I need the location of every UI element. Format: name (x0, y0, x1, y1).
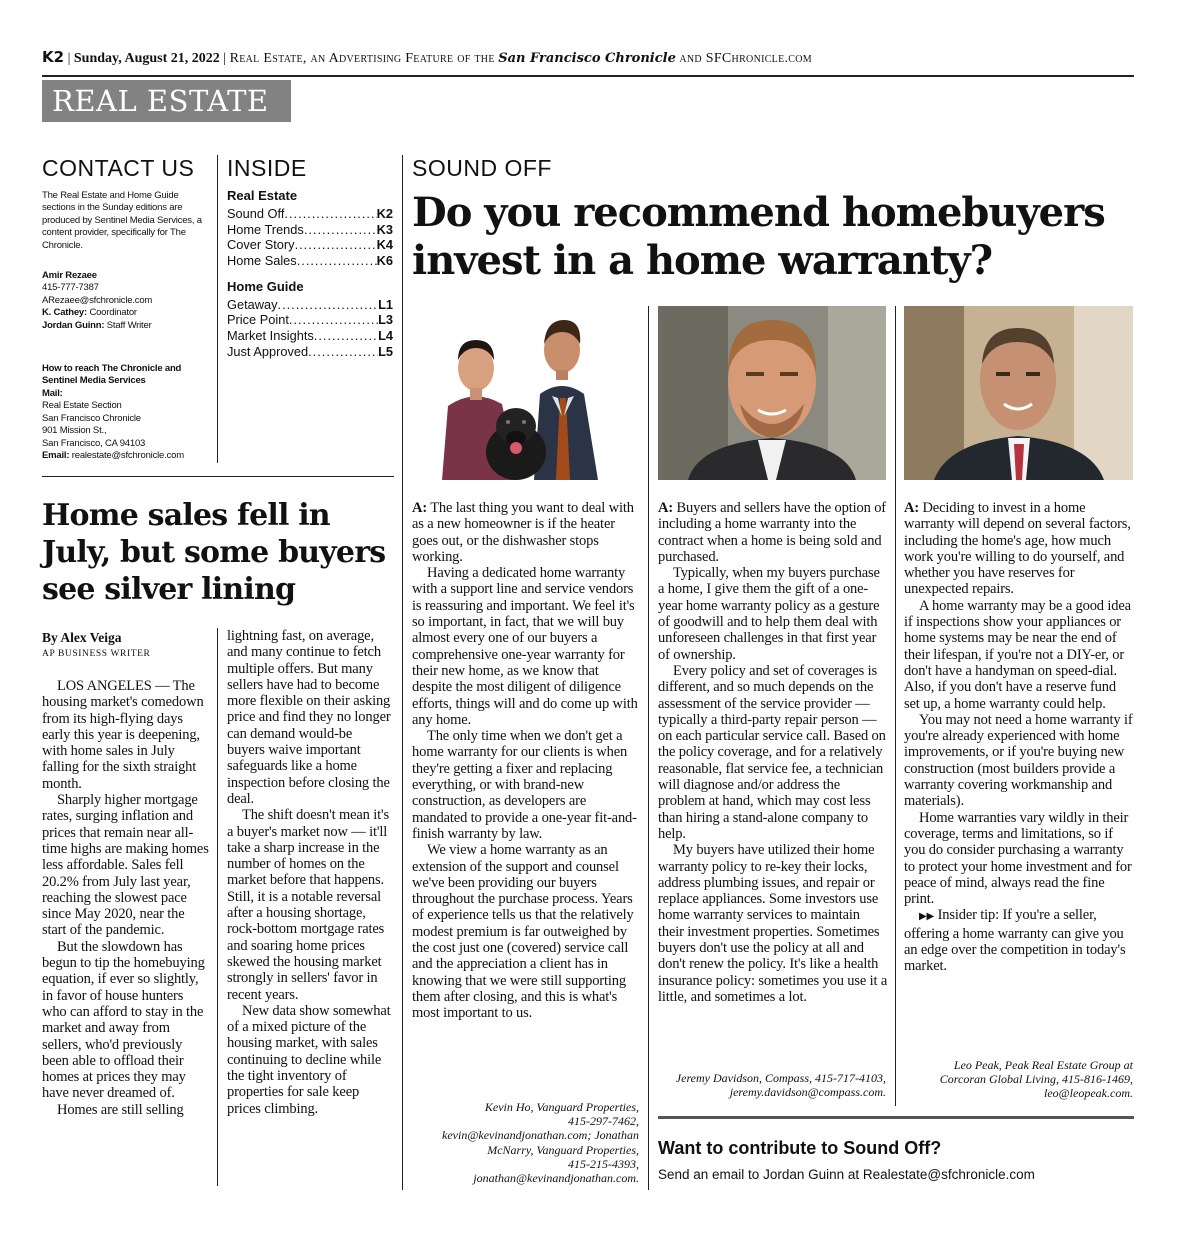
answer-paragraph: Every policy and set of coverages is different, and so much depends on the assessment of the service provider — typically a third-party repair person — on each particular service call. Based on the policy coverage, and for a relatively reasonable, flat service fee, a technician will diagnose and/or address the problem at hand, which may cost less than hiring a stand-alone company to help. (658, 662, 886, 842)
answer-column-1 (412, 500, 640, 1090)
answer-text: The last thing you want to deal with as a new homeowner is if the heater goes out, or the dishwasher stops working. (412, 500, 634, 565)
story-paragraph: New data show somewhat of a mixed picture of the housing market, with sales continuing to decline while the tight inventory of properties for sale keep prices climbing. (227, 1002, 391, 1117)
toc-page: K2 (376, 206, 393, 221)
credit-line: Leo Peak, Peak Real Estate Group at (953, 1058, 1133, 1072)
answer-column-2 (658, 500, 888, 1070)
answer-credit-3 (904, 1058, 1133, 1101)
contact-name: K. Cathey: (42, 307, 87, 319)
column-divider (217, 155, 218, 463)
inside-toc (227, 188, 393, 360)
contact-name: Jordan Guinn: (42, 319, 105, 331)
contact-role: Staff Writer (106, 319, 152, 331)
inside-heading: INSIDE (227, 155, 307, 181)
contribute-rule (658, 1116, 1134, 1119)
mail-label: Mail: (42, 387, 63, 399)
toc-item[interactable] (227, 297, 393, 313)
contact-block (42, 190, 210, 462)
story-byline: By Alex Veiga (42, 630, 122, 645)
answer-label: A: (904, 500, 920, 516)
folio-section: Real Estate, an Advertising Feature of the (229, 51, 495, 66)
toc-page: L4 (378, 328, 393, 344)
address-line: Real Estate Section (42, 400, 122, 412)
folio-date: Sunday, August 21, 2022 (73, 51, 220, 66)
story-dateline: LOS ANGELES — (57, 678, 170, 694)
fast-forward-icon: ▶▶ (919, 911, 935, 923)
story-paragraph: Sharply higher mortgage rates, surging inflation and prices that remain near all-time highs are making homes less affordable. Sales fell 20.2% from July last year, reaching the slowest pace since May 2020, near the start of the pandemic. (42, 792, 209, 939)
toc-item[interactable] (227, 312, 393, 328)
answer-paragraph: We view a home warranty as an extension of the support and counsel we've been providing our buyers throughout the purchase process. Years of experience tells us that the relatively modest premium is far outweighed by the cost just one (covered) service call and the appreciation a client has in knowing that we were still supporting them after closing, and this is what's most important to us. (412, 842, 634, 1022)
contribute-title: Want to contribute to Sound Off? (658, 1138, 942, 1158)
toc-item[interactable] (227, 344, 393, 360)
folio-separator: | (223, 51, 227, 66)
address-line: 901 Mission St., (42, 425, 107, 437)
story-paragraph: The housing market's comedown from its high-flying days early this year is deepening, with home sales in July falling for the sixth straight month. (42, 678, 204, 792)
answer-label: A: (658, 500, 674, 516)
contact-role: Coordinator (89, 307, 137, 319)
credit-line: 415-215-4393, (568, 1156, 639, 1171)
jeremy-davidson-photo (658, 306, 886, 480)
answer-column-3 (904, 500, 1134, 1060)
address-line: San Francisco Chronicle (42, 412, 141, 424)
contact-name: Amir Rezaee (42, 270, 97, 282)
toc-page: L1 (378, 296, 393, 312)
toc-item[interactable] (227, 237, 393, 253)
answer-paragraph: You may not need a home warranty if you're already experienced with home improvements, or if you're buying new construction (most builders provide a warranty covering workmanship and materials). (904, 711, 1133, 810)
column-divider (402, 155, 403, 1190)
folio (42, 48, 1134, 70)
credit-line: Jeremy Davidson, Compass, 415-717-4103, (675, 1071, 886, 1085)
toc-label: Sound Off (227, 206, 285, 221)
answer-credit-2 (658, 1071, 886, 1099)
toc-page: L3 (378, 312, 393, 328)
toc-page: K6 (376, 253, 393, 269)
credit-line: McNarry, Vanguard Properties, (487, 1142, 639, 1157)
answer-text: Deciding to invest in a home warranty will depend on several factors, including the home's age, how much work you're willing to do yourself, and whether you have reserves for unexpected repairs. (904, 500, 1131, 598)
section-email-link[interactable]: realestate@sfchronicle.com (71, 449, 184, 461)
credit-line: Kevin Ho, Vanguard Properties, (484, 1100, 639, 1114)
toc-item[interactable] (227, 222, 393, 238)
credit-line[interactable]: jeremy.davidson@compass.com. (729, 1085, 886, 1100)
toc-label: Price Point (227, 312, 289, 328)
toc-label: Home Sales (227, 253, 297, 269)
page-number: K2 (42, 48, 65, 66)
story-paragraph: The shift doesn't mean it's a buyer's market now — it'll take a sharp increase in the number of homes on the market before that happens. Still, it is a notable reversal after a housing shortage, rock-bottom mortgage rates and soaring home prices skewed the housing market strongly in sellers' favor in recent years. (227, 807, 389, 1003)
top-rule (42, 75, 1134, 77)
toc-page: K3 (376, 221, 393, 237)
column-divider (217, 628, 218, 1186)
answer-paragraph: The only time when we don't get a home warranty for our clients is when they're getting a fixer and replacing everything, or with brand-new construction, as developers are mandated to provide a one-year fit-and-finish warranty by law. (412, 728, 637, 842)
answer-paragraph: A home warranty may be a good idea if inspections show your appliances or home systems may be near the end of their lifespan, if you're not a DIY-er, or don't have a handyman on speed-dial. Also, if you don't have a reserve fund set up, a home warranty could help. (904, 597, 1131, 712)
folio-separator: | (67, 51, 71, 66)
story-paragraph: But the slowdown has begun to tip the homebuying equation, if ever so slightly, in favor of house hunters who can afford to stay in the market and away from sellers, who'd previously been able to offload their homes at prices they may have never dreamed of. (42, 938, 205, 1102)
reach-heading: How to reach The Chronicle and Sentinel Media Services (42, 363, 182, 387)
credit-line[interactable]: leo@leopeak.com. (1043, 1086, 1133, 1101)
insider-tip: Insider tip: If you're a seller, offering a home warranty can give you an edge over the competition in today's market. (904, 907, 1126, 975)
column-divider (895, 306, 896, 1106)
contact-email-link[interactable]: ARezaee@sfchronicle.com (42, 294, 153, 306)
toc-item[interactable] (227, 253, 393, 269)
answer-paragraph: My buyers have utilized their home warranty policy to re-key their locks, address plumbing issues, and repair or replace appliances. Some investors use home warranty services to maintain their investment properties. Sometimes buyers don't use the policy at all and don't renew the policy. It's like a health insurance policy: sometimes you use it a little, and sometimes a lot. (658, 842, 888, 1005)
section-divider (42, 476, 394, 477)
toc-page: L5 (378, 343, 393, 359)
toc-label: Home Trends (227, 221, 304, 237)
masthead-logo: San Francisco Chronicle (498, 51, 676, 66)
contribute-text[interactable]: Send an email to Jordan Guinn at Realestate@sfchronicle.com (658, 1167, 1035, 1182)
credit-line: 415-297-7462, (568, 1114, 639, 1129)
answer-paragraph: Typically, when my buyers purchase a home, I give them the gift of a one-year home warranty policy as a gesture of goodwill and to help them deal with unforeseen challenges in that first year of ownership. (658, 565, 880, 663)
story-paragraph: Homes are still selling (57, 1101, 184, 1118)
toc-item[interactable] (227, 328, 393, 344)
agents-photo (412, 306, 640, 480)
toc-group-title: Home Guide (227, 278, 304, 294)
sound-off-headline: Do you recommend homebuyers invest in a home warranty? (412, 189, 1105, 284)
credit-line[interactable]: jonathan@kevinandjonathan.com. (473, 1171, 639, 1186)
contact-phone: 415-777-7387 (42, 282, 99, 294)
leo-peak-photo (904, 306, 1133, 480)
address-line: San Francisco, CA 94103 (42, 437, 146, 449)
sound-off-kicker: SOUND OFF (412, 155, 552, 181)
contact-intro: The Real Estate and Home Guide sections in the Sunday editions are produced by Sentinel Media Services, a content provider, specifically for The Chronicle. (42, 190, 202, 251)
folio-website: and SFChronicle.com (679, 51, 812, 66)
toc-label: Market Insights (227, 328, 314, 344)
story-byline-role: AP BUSINESS WRITER (42, 649, 151, 659)
section-tag: REAL ESTATE (42, 80, 291, 122)
story-headline: Home sales fell in July, but some buyers see silver lining (42, 498, 386, 607)
story-paragraph: lightning fast, on average, and many continue to fetch multiple offers. But many sellers have had to become more flexible on their asking price and find they no longer can demand would-be buyers waive important safeguards like a home inspection before closing the deal. (227, 628, 391, 807)
credit-line: Corcoran Global Living, 415-816-1469, (939, 1072, 1133, 1087)
email-label: Email: (42, 449, 70, 461)
toc-label: Cover Story (227, 237, 295, 253)
answer-paragraph: Having a dedicated home warranty with a support line and service vendors is reassuring and important. We feel it's so important, in fact, that we will buy almost every one of our buyers a comprehensive one-year warranty for their new home, as we know that despite the most diligent of diligence efforts, things will and do come up with any home. (412, 565, 638, 728)
toc-label: Getaway (227, 296, 278, 312)
answer-label: A: (412, 500, 428, 516)
answer-credit-1 (412, 1100, 639, 1185)
story-column-1 (42, 678, 210, 1186)
answer-text: Buyers and sellers have the option of including a home warranty into the contract when a home is being sold and purchased. (658, 500, 886, 565)
contact-heading: CONTACT US (42, 155, 195, 181)
toc-item[interactable] (227, 206, 393, 222)
credit-line[interactable]: kevin@kevinandjonathan.com; Jonathan (442, 1128, 639, 1143)
answer-paragraph: Home warranties vary wildly in their coverage, terms and limitations, so if you do consider purchasing a warranty to protect your home investment and for peace of mind, always read the fine print. (904, 809, 1132, 908)
toc-page: K4 (376, 237, 393, 253)
column-divider (648, 306, 649, 1190)
toc-group-title: Real Estate (227, 188, 298, 203)
story-column-2 (227, 628, 393, 1186)
toc-label: Just Approved (227, 343, 309, 359)
